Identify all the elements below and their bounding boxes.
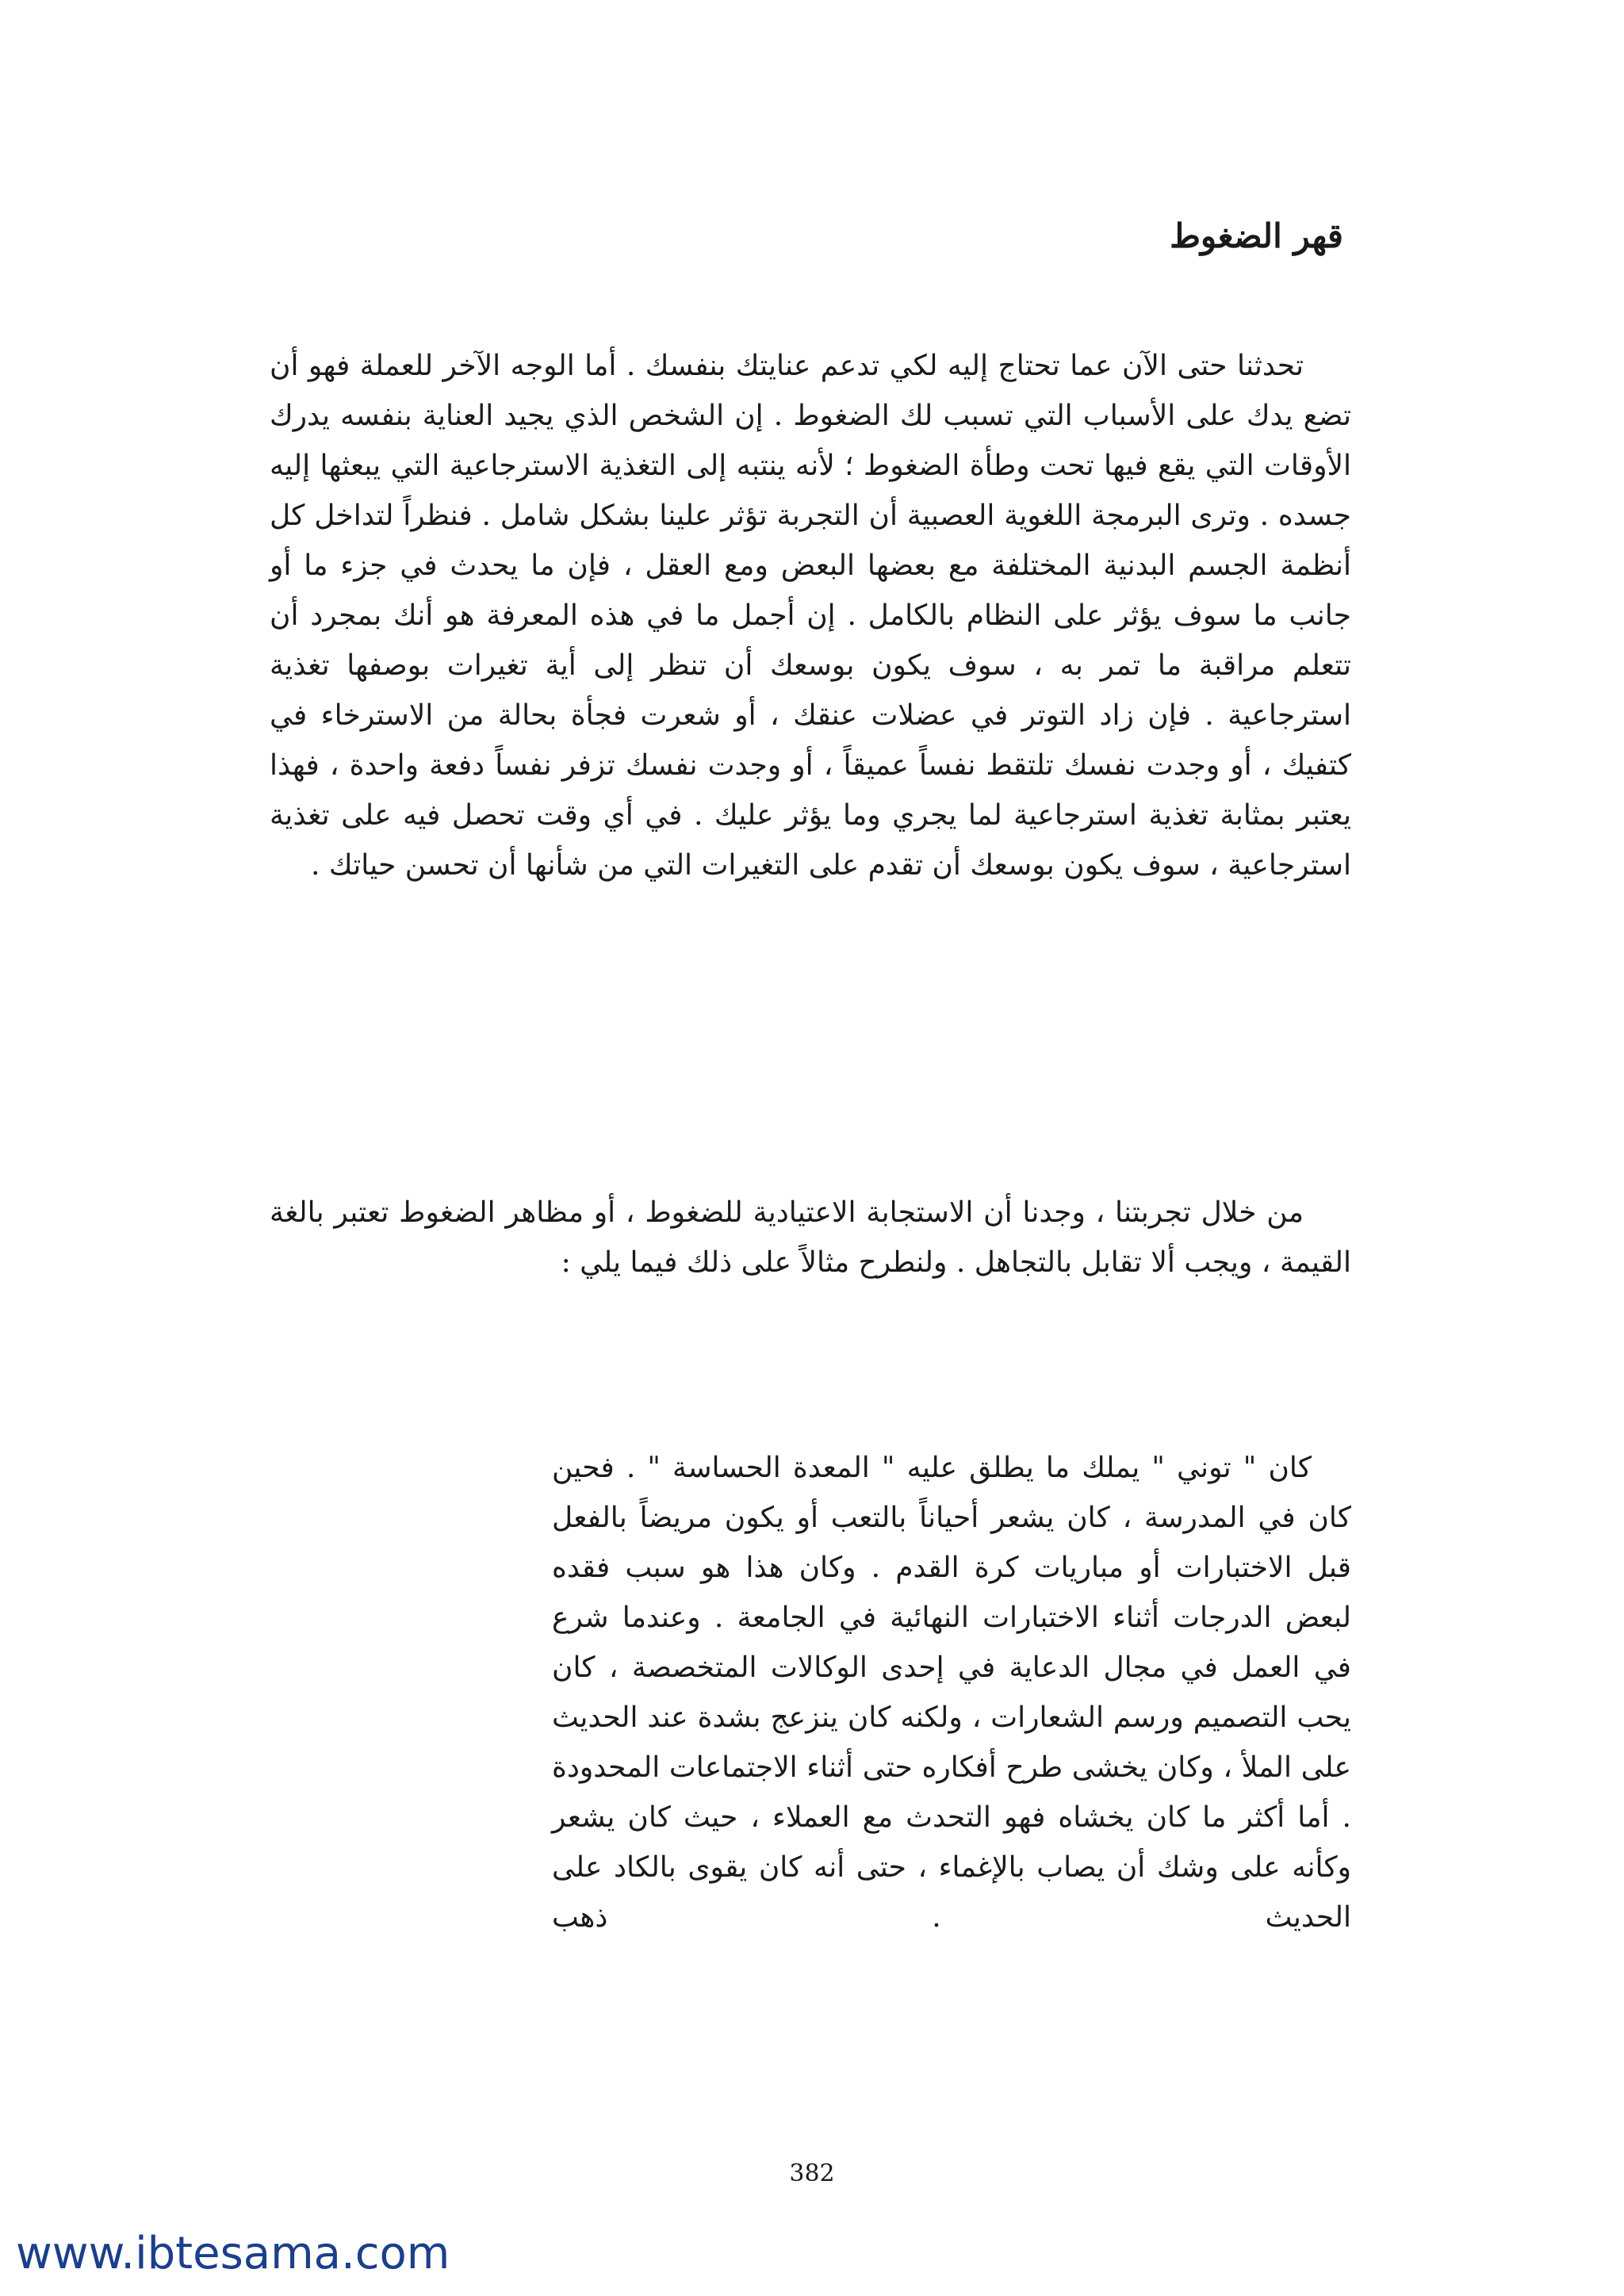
paragraph-text: تحدثنا حتى الآن عما تحتاج إليه لكي تدعم عنايتك بنفسك . أما الوجه الآخر للعملة فهو أن تضع يدك على الأسباب التي تسبب لك الضغوط . إن الشخص الذي يجيد العناية بنفسه يدرك الأوقات التي يقع فيها تحت وطأة الضغوط ؛ لأنه ينتبه إلى التغذية الاسترجاعية التي يبعثها إليه جسده . وترى البرمجة اللغوية العصبية أن التجربة تؤثر علينا بشكل شامل . فنظراً لتداخل كل أنظمة الجسم البدنية المختلفة مع بعضها البعض ومع العقل ، فإن ما يحدث في جزء ما أو جانب ما سوف يؤثر على النظام بالكامل . إن أجمل ما في هذه المعرفة هو أنك بمجرد أن تتعلم مراقبة ما تمر به ، سوف يكون بوسعك أن تنظر إلى أية تغيرات بوصفها تغذية استرجاعية . فإن زاد التوتر في عضلات عنقك ، أو شعرت فجأة بحالة من الاسترخاء في كتفيك ، أو وجدت نفسك تلتقط نفساً عميقاً ، أو وجدت نفسك تزفر نفساً دفعة واحدة ، فهذا يعتبر بمثابة تغذية استرجاعية لما يجري وما يؤثر عليك . في أي وقت تحصل فيه على تغذية استرجاعية ، سوف يكون بوسعك أن تقدم على التغيرات التي من شأنها أن تحسن حياتك . bbox=[270, 350, 1352, 882]
example-text: كان " توني " يملك ما يطلق عليه " المعدة الحساسة " . فحين كان في المدرسة ، كان يشعر أحياناً بالتعب أو يكون مريضاً بالفعل قبل الاختبارات أو مباريات كرة القدم . وكان هذا هو سبب فقده لبعض الدرجات أثناء الاختبارات النهائية في الجامعة . وعندما شرع في العمل في مجال الدعاية في إحدى الوكالات المتخصصة ، كان يحب التصميم ورسم الشعارات ، ولكنه كان ينزعج بشدة عند الحديث على الملأ ، وكان يخشى طرح أفكاره حتى أثناء الاجتماعات المحدودة . أما أكثر ما كان يخشاه فهو التحدث مع العملاء ، حيث كان يشعر وكأنه على وشك أن يصاب بالإغماء ، حتى أنه كان يقوى بالكاد على الحديث . ذهب bbox=[552, 1452, 1351, 1934]
body-paragraph-1 bbox=[270, 341, 1351, 890]
site-watermark: www.ibtesama.com bbox=[16, 2228, 450, 2279]
running-header-title: قهر الضغوط bbox=[1170, 216, 1343, 255]
page-number: 382 bbox=[789, 2160, 835, 2187]
indented-example-block bbox=[552, 1443, 1351, 1942]
body-paragraph-2 bbox=[270, 1188, 1351, 1288]
paragraph-text: من خلال تجربتنا ، وجدنا أن الاستجابة الاعتيادية للضغوط ، أو مظاهر الضغوط تعتبر بالغة القيمة ، ويجب ألا تقابل بالتجاهل . ولنطرح مثالاً على ذلك فيما يلي : bbox=[270, 1196, 1351, 1279]
